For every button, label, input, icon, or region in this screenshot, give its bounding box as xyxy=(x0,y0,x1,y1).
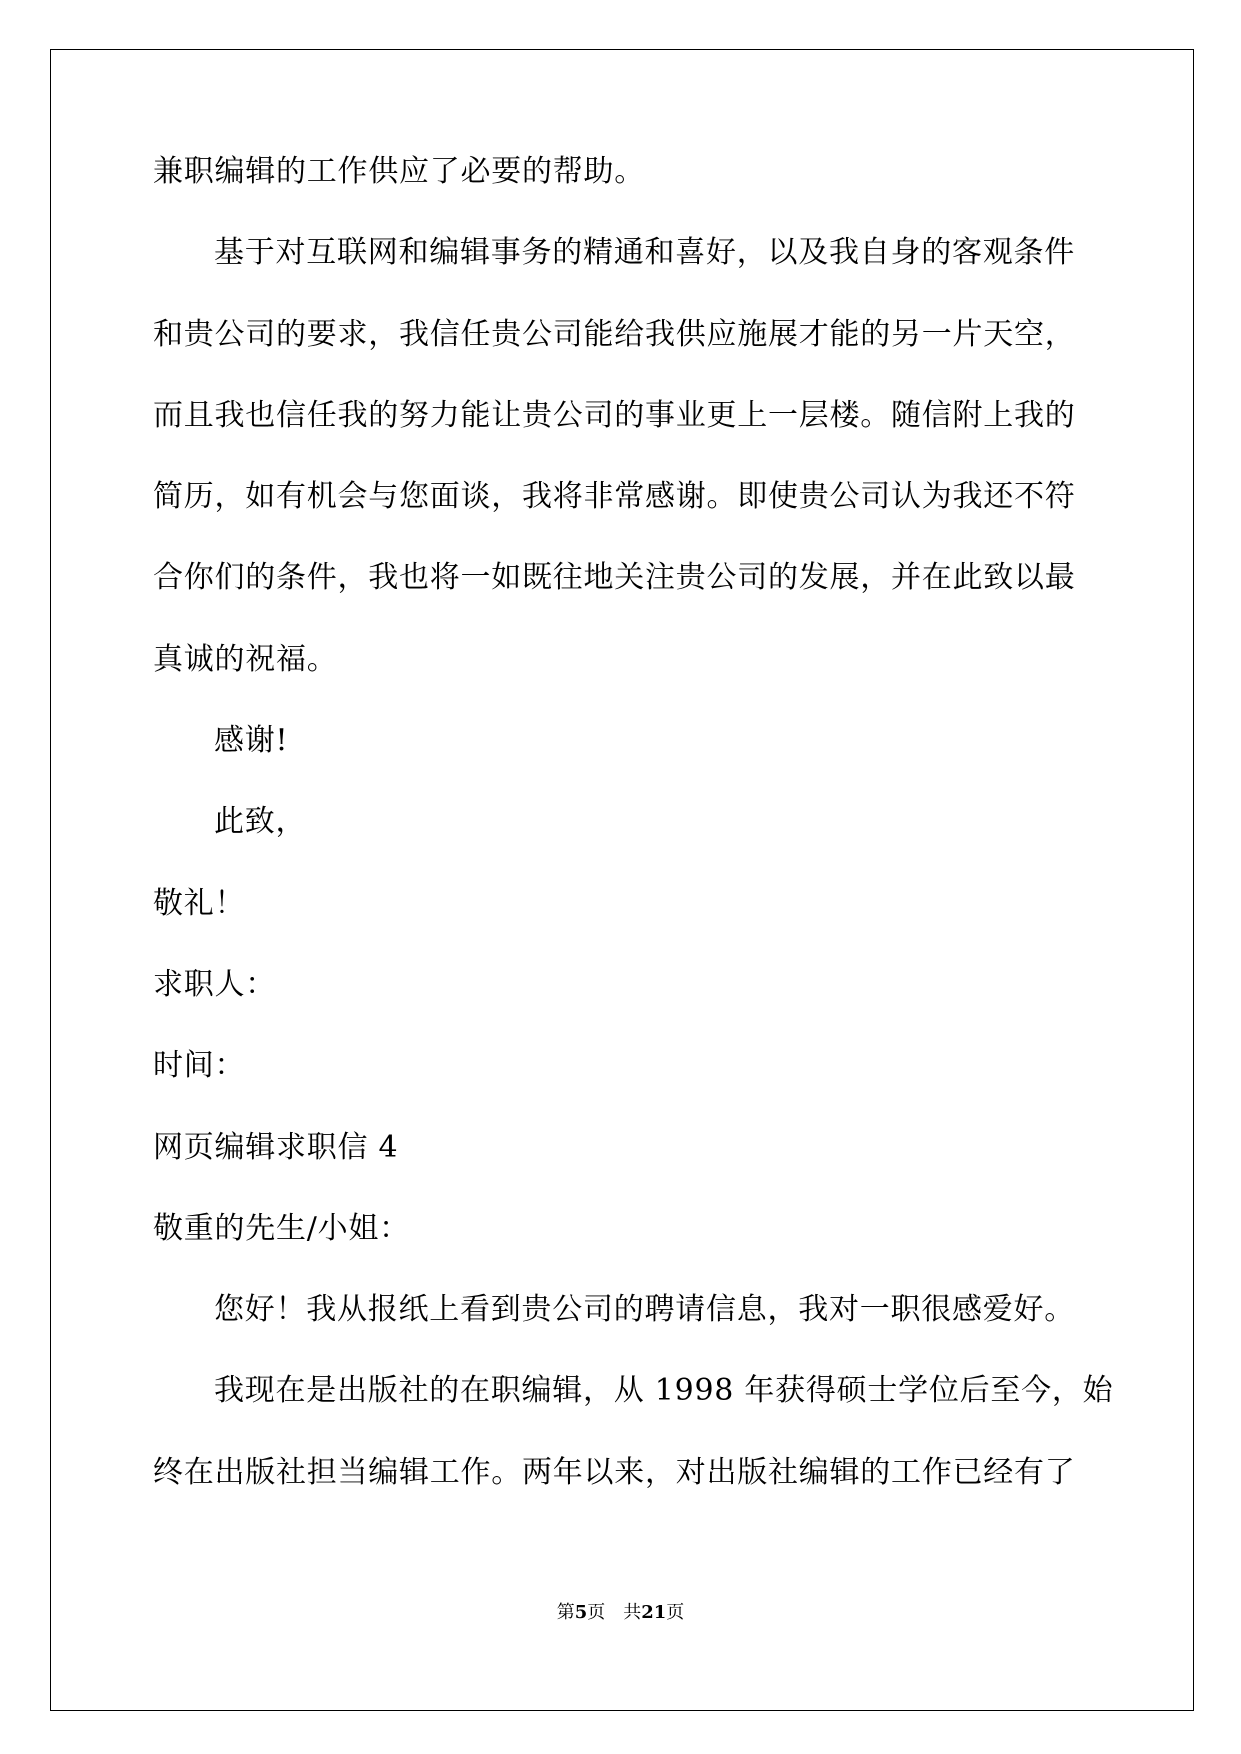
section-heading: 网页编辑求职信 4 xyxy=(153,1129,399,1165)
page-prefix: 第 xyxy=(556,1602,575,1623)
paragraph-line: 终在出版社担当编辑工作。两年以来，对出版社编辑的工作已经有了 xyxy=(153,1454,1076,1490)
paragraph-line: 我现在是出版社的在职编辑，从 1998 年获得硕士学位后至今，始 xyxy=(214,1373,1114,1409)
page-footer xyxy=(0,1601,1241,1625)
total-prefix: 共 xyxy=(623,1602,642,1623)
paragraph-line: 您好！我从报纸上看到贵公司的聘请信息，我对一职很感爱好。 xyxy=(214,1292,1075,1328)
paragraph-line: 合你们的条件，我也将一如既往地关注贵公司的发展，并在此致以最 xyxy=(153,560,1076,596)
salutation-line: 敬礼！ xyxy=(153,885,246,921)
date-line: 时间： xyxy=(153,1048,246,1084)
closing-line: 此致， xyxy=(214,804,307,840)
thanks-line: 感谢! xyxy=(214,723,289,759)
document-body xyxy=(153,152,1114,1534)
applicant-line: 求职人： xyxy=(153,966,276,1002)
paragraph-line: 兼职编辑的工作供应了必要的帮助。 xyxy=(153,154,645,189)
page-number: 5 xyxy=(574,1602,588,1623)
paragraph-line: 基于对互联网和编辑事务的精通和喜好，以及我自身的客观条件 xyxy=(214,235,1075,271)
total-pages: 21 xyxy=(641,1602,667,1623)
paragraph-line: 而且我也信任我的努力能让贵公司的事业更上一层楼。随信附上我的 xyxy=(153,397,1076,433)
paragraph-line: 真诚的祝福。 xyxy=(153,641,338,677)
page-suffix: 页 xyxy=(587,1602,606,1623)
total-suffix: 页 xyxy=(666,1602,685,1623)
paragraph-line: 和贵公司的要求，我信任贵公司能给我供应施展才能的另一片天空， xyxy=(153,316,1076,352)
greeting-line: 敬重的先生/小姐： xyxy=(153,1210,410,1246)
paragraph-line: 简历，如有机会与您面谈，我将非常感谢。即使贵公司认为我还不符 xyxy=(153,479,1076,515)
